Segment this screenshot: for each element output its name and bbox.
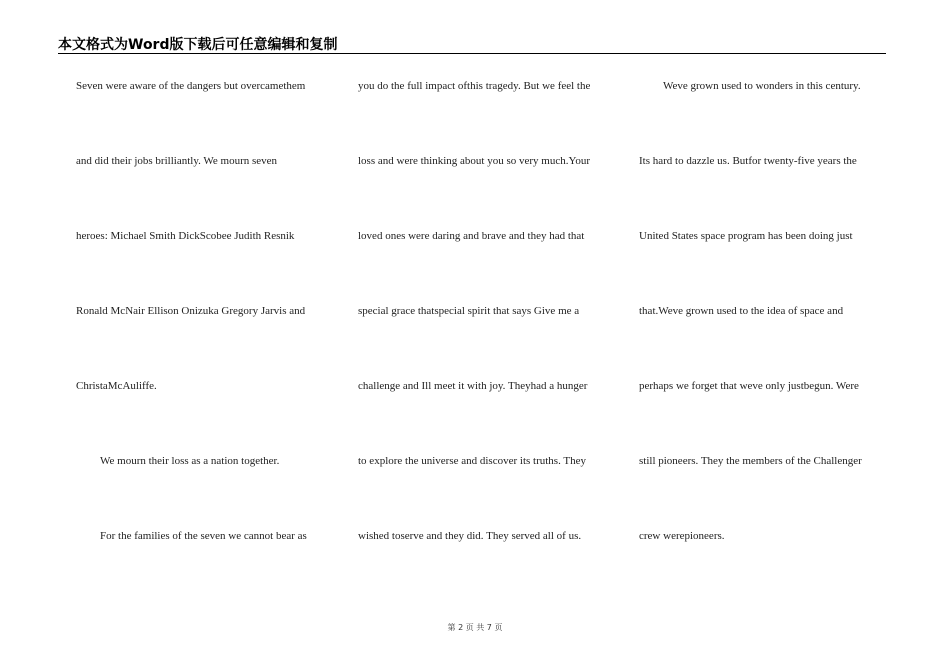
text-line: crew werepioneers. (639, 530, 725, 542)
text-line: challenge and Ill meet it with joy. Theyhad a hunger (358, 380, 588, 392)
text-line: still pioneers. They the members of the Challenger (639, 455, 862, 467)
text-line: special grace thatspecial spirit that says Give me a (358, 305, 580, 317)
text-line: and did their jobs brilliantly. We mourn seven (76, 155, 278, 167)
text-line: loved ones were daring and brave and they had that (358, 230, 585, 242)
text-line: Ronald McNair Ellison Onizuka Gregory Jarvis and (76, 305, 306, 317)
text-line: United States space program has been doing just (639, 230, 853, 242)
text-line: Its hard to dazzle us. Butfor twenty-five years the (639, 155, 857, 167)
header-divider (58, 53, 886, 54)
text-line: We mourn their loss as a nation together. (100, 455, 280, 467)
text-line: heroes: Michael Smith DickScobee Judith Resnik (76, 230, 295, 242)
text-line: Seven were aware of the dangers but overcamethem (76, 80, 306, 92)
text-line: loss and were thinking about you so very much.Your (358, 155, 590, 167)
document-header-title: 本文格式为Word版下载后可任意编辑和复制 (58, 37, 338, 53)
text-line: wished toserve and they did. They served all of us. (358, 530, 582, 542)
text-line: Weve grown used to wonders in this century. (663, 80, 861, 92)
text-line: to explore the universe and discover its truths. They (358, 455, 586, 467)
text-line: that.Weve grown used to the idea of space and (639, 305, 844, 317)
text-line: perhaps we forget that weve only justbegun. Were (639, 380, 859, 392)
text-line: For the families of the seven we cannot bear as (100, 530, 307, 542)
text-line: you do the full impact ofthis tragedy. But we feel the (358, 80, 591, 92)
text-line: ChristaMcAuliffe. (76, 380, 157, 392)
page-number-footer: 第 2 页 共 7 页 (447, 623, 503, 632)
